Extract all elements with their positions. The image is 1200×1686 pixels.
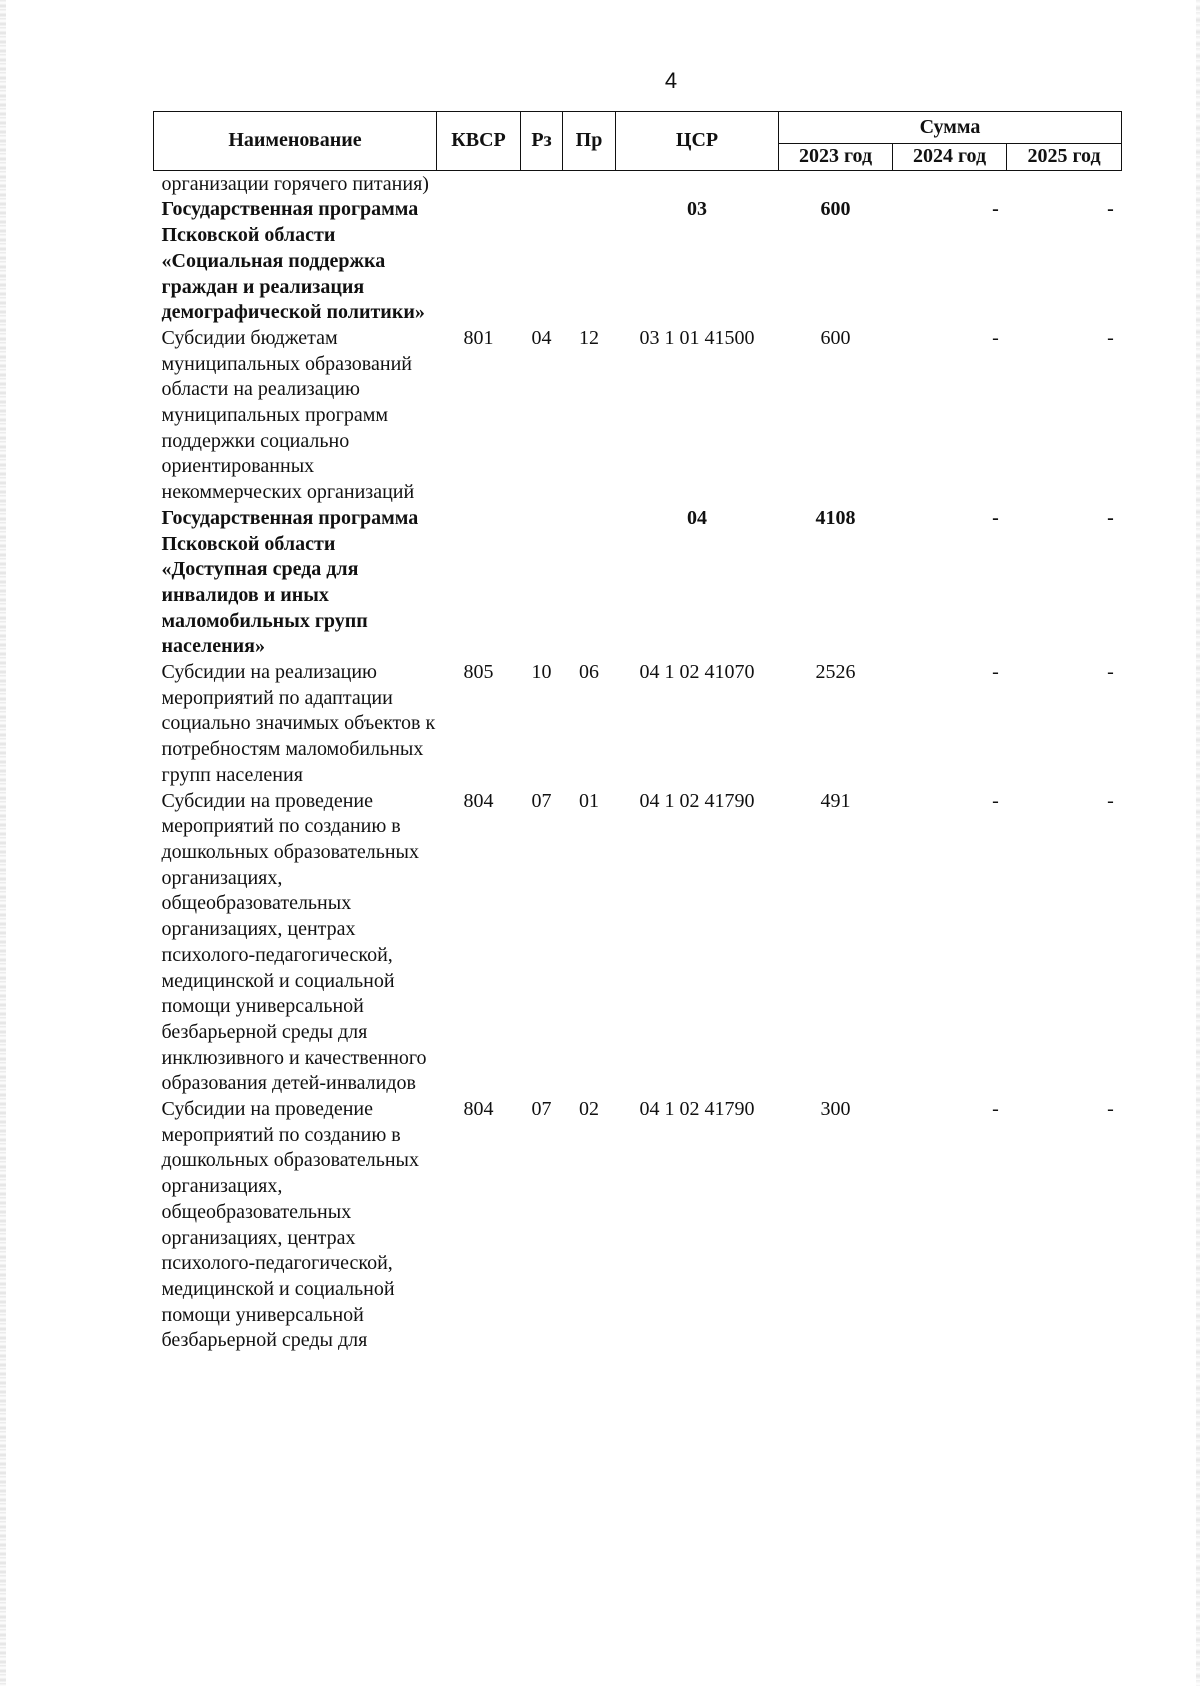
row-sum-2025-value: -: [1107, 326, 1114, 349]
row-sum-2024-value: -: [992, 326, 999, 349]
row-sum-2024-value: -: [992, 789, 999, 812]
header-rz: Рз: [521, 112, 563, 171]
row-name: Субсидии на проведение мероприятий по созданию в дошкольных образовательных организациях, общеобразовательных организациях, центрах психолого-педагогической, медицинской и социальной помощи универсальной безбарьерной среды для инклюзивного и качественного образования детей-инвалидов: [161, 789, 427, 1095]
row-sum-2025: [1007, 506, 1122, 660]
row-pr: 01: [579, 789, 599, 812]
row-sum-2025: [1007, 660, 1122, 789]
table-body: [154, 170, 1122, 1354]
table-row: [154, 660, 1122, 789]
header-kvsr: КВСР: [437, 112, 521, 171]
row-sum-2023: 2526: [815, 661, 856, 684]
row-name: Субсидии бюджетам муниципальных образований области на реализацию муниципальных программ поддержки социально ориентированных некоммерческих организаций: [161, 326, 415, 504]
row-sum-2023: 600: [820, 326, 851, 349]
row-sum-2024-value: -: [992, 198, 999, 221]
row-name: Субсидии на реализацию мероприятий по адаптации социально значимых объектов к потребностям маломобильных групп населения: [161, 661, 436, 786]
row-name: Субсидии на проведение мероприятий по созданию в дошкольных образовательных организациях, общеобразовательных организациях, центрах психолого-педагогической, медицинской и социальной помощи универсальной безбарьерной среды для: [161, 1098, 419, 1352]
header-sum: Сумма: [779, 112, 1122, 144]
row-kvsr: [437, 170, 521, 197]
row-sum-2023: 491: [820, 789, 851, 812]
row-sum-2025-value: -: [1107, 1098, 1114, 1121]
scan-edge-left: [0, 0, 6, 1686]
row-sum-2025: [1007, 789, 1122, 1097]
row-sum-2025-value: -: [1107, 789, 1114, 812]
row-rz: 07: [531, 789, 552, 812]
row-sum-2023: [779, 170, 893, 197]
row-sum-2024: [893, 660, 1007, 789]
row-sum-2024: [893, 197, 1007, 326]
row-rz: [521, 506, 563, 660]
table-row: [154, 789, 1122, 1097]
row-kvsr: 805: [463, 661, 494, 684]
row-rz: 04: [531, 326, 552, 349]
row-pr: [563, 170, 616, 197]
header-year-2024: 2024 год: [893, 144, 1007, 171]
row-sum-2023: 300: [820, 1098, 851, 1121]
row-sum-2025-value: -: [1107, 661, 1114, 684]
row-sum-2025: [1007, 170, 1122, 197]
row-sum-2024: [893, 170, 1007, 197]
row-rz: 07: [531, 1098, 552, 1121]
row-sum-2024: [893, 326, 1007, 506]
row-sum-2025-value: -: [1107, 198, 1114, 221]
row-sum-2024: [893, 789, 1007, 1097]
table-row: [154, 506, 1122, 660]
table-row: [154, 326, 1122, 506]
row-csr: 04: [687, 506, 707, 529]
row-kvsr: 804: [463, 789, 494, 812]
row-rz: [521, 197, 563, 326]
row-csr: 03 1 01 41500: [639, 326, 755, 349]
table-header: [154, 112, 1122, 171]
row-pr: [563, 197, 616, 326]
row-sum-2025: [1007, 197, 1122, 326]
row-sum-2025: [1007, 1097, 1122, 1354]
header-name: Наименование: [154, 112, 437, 171]
row-kvsr: [437, 197, 521, 326]
row-rz: [521, 170, 563, 197]
header-year-2025: 2025 год: [1007, 144, 1122, 171]
budget-table: [153, 111, 1122, 1354]
row-sum-2025: [1007, 326, 1122, 506]
row-sum-2023: 600: [820, 198, 851, 221]
row-csr: 04 1 02 41790: [639, 1098, 755, 1121]
row-csr: 04 1 02 41070: [639, 661, 755, 684]
page-number: 4: [664, 68, 678, 93]
row-sum-2024-value: -: [992, 506, 999, 529]
row-csr: 04 1 02 41790: [639, 789, 755, 812]
row-kvsr: 804: [463, 1098, 494, 1121]
table-row: [154, 1097, 1122, 1354]
row-pr: 12: [579, 326, 599, 349]
table-row: [154, 197, 1122, 326]
header-csr: ЦСР: [616, 112, 779, 171]
row-sum-2024-value: -: [992, 661, 999, 684]
row-sum-2024: [893, 506, 1007, 660]
row-kvsr: [437, 506, 521, 660]
row-name: Государственная программа Псковской области «Социальная поддержка граждан и реализация демографической политики»: [161, 198, 425, 324]
row-pr: [563, 506, 616, 660]
row-name: организации горячего питания): [161, 172, 429, 195]
row-pr: 02: [579, 1098, 599, 1121]
scan-edge-right: [1196, 0, 1200, 1686]
header-pr: Пр: [563, 112, 616, 171]
row-pr: 06: [579, 661, 599, 684]
row-sum-2024: [893, 1097, 1007, 1354]
row-sum-2023: 4108: [815, 506, 856, 529]
table-row: [154, 170, 1122, 197]
row-sum-2024-value: -: [992, 1098, 999, 1121]
row-rz: 10: [531, 661, 552, 684]
row-csr: 03: [687, 198, 707, 221]
row-csr: [616, 170, 779, 197]
header-year-2023: 2023 год: [779, 144, 893, 171]
row-name: Государственная программа Псковской области «Доступная среда для инвалидов и иных маломобильных групп населения»: [161, 506, 419, 658]
row-kvsr: 801: [463, 326, 494, 349]
row-sum-2025-value: -: [1107, 506, 1114, 529]
